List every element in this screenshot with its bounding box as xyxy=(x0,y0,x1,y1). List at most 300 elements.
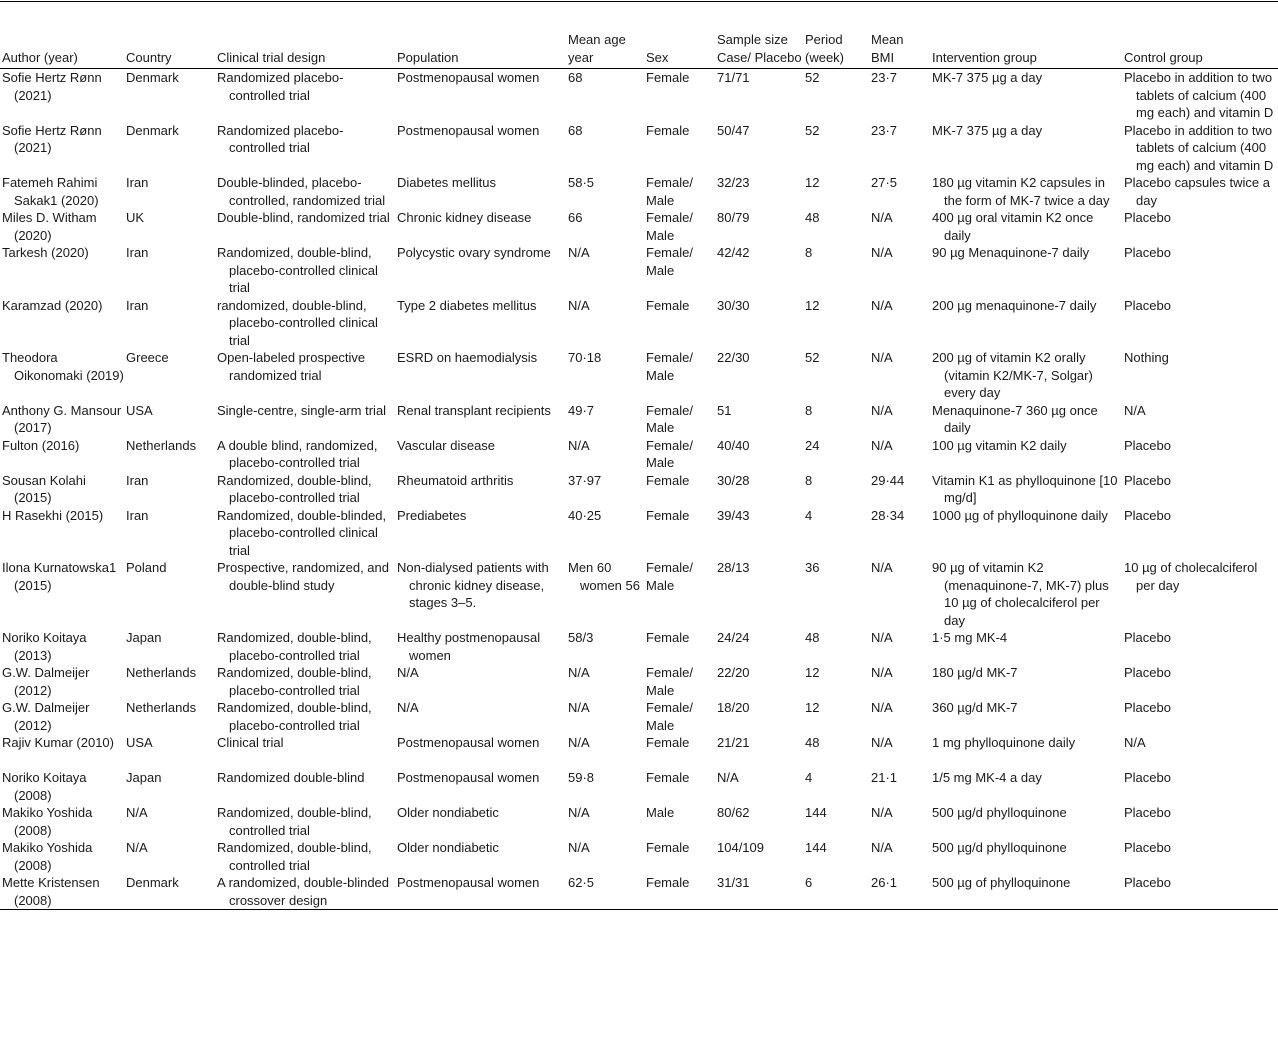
cell-design xyxy=(215,559,395,629)
cell-country xyxy=(124,69,215,122)
cell-period xyxy=(803,839,869,874)
cell-text: Female xyxy=(646,70,690,85)
cell-text: 48 xyxy=(805,735,820,750)
cell-sex xyxy=(644,769,715,804)
cell-sex xyxy=(644,559,715,629)
cell-text: 58/3 xyxy=(568,630,594,645)
cell-text: 8 xyxy=(805,402,813,418)
cell-text: Double-blinded, placebo-controlled, randomized trial xyxy=(217,175,386,208)
cell-author xyxy=(0,402,124,437)
cell-mean-bmi xyxy=(869,559,930,629)
cell-mean-bmi xyxy=(869,244,930,297)
cell-text: Tarkesh (2020) xyxy=(2,245,89,260)
cell-text: 50/47 xyxy=(717,122,750,138)
cell-text: Female xyxy=(646,122,690,138)
header-row xyxy=(0,2,1278,69)
cell-text: 90 µg Menaquinone-7 daily xyxy=(932,245,1090,260)
cell-sex xyxy=(644,699,715,734)
cell-mean-bmi xyxy=(869,209,930,244)
cell-design xyxy=(215,874,395,910)
cell-population xyxy=(395,437,566,472)
cell-text: randomized, double-blind, placebo-controlled clinical trial xyxy=(217,297,378,348)
column-header-period: Period (week) xyxy=(805,32,845,65)
cell-design xyxy=(215,69,395,122)
cell-text: 1·5 mg MK-4 xyxy=(932,630,1008,645)
cell-mean-bmi xyxy=(869,769,930,804)
cell-text: Vitamin K1 as phylloquinone [10 mg/d] xyxy=(932,472,1118,505)
cell-mean-bmi xyxy=(869,699,930,734)
cell-intervention xyxy=(930,472,1122,507)
cell-text: Female xyxy=(646,507,690,523)
cell-mean-age xyxy=(566,472,644,507)
cell-mean-bmi xyxy=(869,629,930,664)
cell-text: Type 2 diabetes mellitus xyxy=(397,297,537,313)
cell-author xyxy=(0,629,124,664)
cell-text: 24/24 xyxy=(717,630,750,645)
cell-sex xyxy=(644,244,715,297)
cell-control xyxy=(1122,209,1278,244)
column-header-control: Control group xyxy=(1124,49,1203,65)
cell-sex xyxy=(644,402,715,437)
cell-text: 200 µg of vitamin K2 orally (vitamin K2/MK-7, Solgar) every day xyxy=(932,350,1093,400)
cell-text: N/A xyxy=(126,805,148,820)
cell-text: 500 µg of phylloquinone xyxy=(932,875,1071,890)
table-row xyxy=(0,559,1278,629)
cell-period xyxy=(803,734,869,769)
cell-control xyxy=(1122,349,1278,402)
cell-text: G.W. Dalmeijer (2012) xyxy=(2,665,90,698)
table-row xyxy=(0,122,1278,175)
cell-country xyxy=(124,472,215,507)
cell-text: Female xyxy=(646,630,690,645)
cell-text: 12 xyxy=(805,297,820,313)
cell-control xyxy=(1122,402,1278,437)
table-row xyxy=(0,437,1278,472)
cell-author xyxy=(0,174,124,209)
cell-mean-age xyxy=(566,507,644,560)
cell-design xyxy=(215,804,395,839)
cell-country xyxy=(124,244,215,297)
cell-control xyxy=(1122,174,1278,209)
cell-text: N/A xyxy=(568,297,590,313)
cell-period xyxy=(803,349,869,402)
cell-text: Female/ Male xyxy=(646,665,693,698)
cell-population xyxy=(395,559,566,629)
cell-period xyxy=(803,174,869,209)
cell-country xyxy=(124,122,215,175)
cell-text: Placebo xyxy=(1124,875,1171,890)
cell-text: 52 xyxy=(805,70,820,85)
cell-text: Vascular disease xyxy=(397,437,496,453)
cell-text: N/A xyxy=(568,245,590,260)
cell-sample-size xyxy=(715,839,803,874)
table-row xyxy=(0,244,1278,297)
cell-text: Randomized placebo-controlled trial xyxy=(217,70,344,103)
cell-text: N/A xyxy=(397,665,419,680)
cell-text: Placebo xyxy=(1124,472,1171,488)
cell-text: 28/13 xyxy=(717,560,750,575)
cell-text: Noriko Koitaya (2008) xyxy=(2,770,87,803)
cell-text: Menaquinone-7 360 µg once daily xyxy=(932,402,1098,435)
cell-text: Makiko Yoshida (2008) xyxy=(2,840,93,873)
cell-text: Single-centre, single-arm trial xyxy=(217,402,387,418)
cell-population xyxy=(395,297,566,350)
cell-period xyxy=(803,437,869,472)
cell-sample-size xyxy=(715,472,803,507)
cell-text: N/A xyxy=(871,210,893,225)
cell-control xyxy=(1122,244,1278,297)
cell-text: Placebo xyxy=(1124,770,1171,785)
cell-text: Placebo xyxy=(1124,507,1171,523)
cell-text: N/A xyxy=(568,840,590,855)
cell-control xyxy=(1122,69,1278,122)
cell-text: USA xyxy=(126,402,153,418)
cell-text: 18/20 xyxy=(717,700,750,715)
cell-text: 500 µg/d phylloquinone xyxy=(932,840,1067,855)
cell-control xyxy=(1122,839,1278,874)
cell-text: Men 60 women 56 xyxy=(568,560,640,593)
cell-text: Denmark xyxy=(126,70,179,85)
cell-intervention xyxy=(930,437,1122,472)
table-row xyxy=(0,664,1278,699)
cell-text: N/A xyxy=(126,840,148,855)
cell-text: Postmenopausal women xyxy=(397,122,540,138)
cell-text: Sofie Hertz Rønn (2021) xyxy=(2,70,102,103)
cell-intervention xyxy=(930,122,1122,175)
cell-text: 4 xyxy=(805,507,813,523)
cell-text: Female/ Male xyxy=(646,175,693,208)
cell-text: 4 xyxy=(805,770,813,785)
cell-period xyxy=(803,297,869,350)
cell-text: Randomized, double-blinded, placebo-controlled clinical trial xyxy=(217,507,387,558)
cell-sample-size xyxy=(715,507,803,560)
cell-control xyxy=(1122,699,1278,734)
cell-design xyxy=(215,664,395,699)
cell-sex xyxy=(644,874,715,910)
cell-text: N/A xyxy=(1124,402,1146,418)
table-row xyxy=(0,804,1278,839)
cell-text: 12 xyxy=(805,700,820,715)
cell-text: 28·34 xyxy=(871,507,905,523)
cell-author xyxy=(0,349,124,402)
table-row xyxy=(0,209,1278,244)
cell-text: 8 xyxy=(805,472,813,488)
cell-intervention xyxy=(930,209,1122,244)
table-row xyxy=(0,472,1278,507)
cell-intervention xyxy=(930,507,1122,560)
cell-text: 42/42 xyxy=(717,245,750,260)
cell-country xyxy=(124,297,215,350)
cell-text: 22/20 xyxy=(717,665,750,680)
cell-text: Makiko Yoshida (2008) xyxy=(2,805,93,838)
cell-sample-size xyxy=(715,629,803,664)
cell-text: Female xyxy=(646,472,690,488)
column-header-mean-bmi: Mean BMI xyxy=(871,32,904,65)
cell-population xyxy=(395,664,566,699)
column-header-author: Author (year) xyxy=(2,49,78,65)
cell-text: Older nondiabetic xyxy=(397,805,499,820)
cell-sex xyxy=(644,122,715,175)
cell-text: N/A xyxy=(871,437,893,453)
cell-text: Postmenopausal women xyxy=(397,735,540,750)
cell-text: 144 xyxy=(805,840,827,855)
cell-text: 52 xyxy=(805,122,820,138)
cell-text: Double-blind, randomized trial xyxy=(217,210,390,225)
cell-population xyxy=(395,472,566,507)
cell-author xyxy=(0,874,124,910)
cell-text: 30/28 xyxy=(717,472,750,488)
cell-text: Placebo xyxy=(1124,700,1171,715)
cell-mean-bmi xyxy=(869,69,930,122)
cell-text: 37·97 xyxy=(568,472,602,488)
cell-text: N/A xyxy=(717,770,739,785)
cell-text: 40·25 xyxy=(568,507,602,523)
cell-text: Female xyxy=(646,297,690,313)
table-row xyxy=(0,349,1278,402)
cell-country xyxy=(124,209,215,244)
cell-intervention xyxy=(930,297,1122,350)
cell-population xyxy=(395,507,566,560)
cell-text: ESRD on haemodialysis xyxy=(397,350,538,365)
cell-text: H Rasekhi (2015) xyxy=(2,507,104,523)
cell-period xyxy=(803,69,869,122)
cell-author xyxy=(0,664,124,699)
cell-text: Denmark xyxy=(126,122,179,138)
cell-text: 1 mg phylloquinone daily xyxy=(932,735,1076,750)
cell-text: 29·44 xyxy=(871,472,905,488)
cell-text: Placebo xyxy=(1124,210,1171,225)
cell-population xyxy=(395,699,566,734)
cell-control xyxy=(1122,804,1278,839)
cell-country xyxy=(124,402,215,437)
cell-mean-age xyxy=(566,629,644,664)
cell-text: Theodora Oikonomaki (2019) xyxy=(2,350,124,383)
cell-intervention xyxy=(930,629,1122,664)
cell-text: USA xyxy=(126,735,153,750)
studies-table xyxy=(0,1,1278,910)
table-row xyxy=(0,297,1278,350)
cell-text: Placebo xyxy=(1124,665,1171,680)
cell-text: 40/40 xyxy=(717,437,750,453)
cell-text: Placebo xyxy=(1124,840,1171,855)
cell-country xyxy=(124,664,215,699)
cell-text: Rajiv Kumar (2010) xyxy=(2,735,114,750)
cell-mean-age xyxy=(566,437,644,472)
cell-text: Female/ Male xyxy=(646,560,693,593)
cell-design xyxy=(215,244,395,297)
cell-country xyxy=(124,349,215,402)
cell-population xyxy=(395,629,566,664)
cell-control xyxy=(1122,734,1278,769)
cell-text: 180 µg/d MK-7 xyxy=(932,665,1018,680)
cell-text: Placebo in addition to two tablets of calcium (400 mg each) and vitamin D xyxy=(1124,70,1274,120)
cell-design xyxy=(215,209,395,244)
cell-mean-age xyxy=(566,297,644,350)
cell-country xyxy=(124,437,215,472)
cell-text: N/A xyxy=(397,700,419,715)
cell-mean-age xyxy=(566,769,644,804)
cell-text: Placebo xyxy=(1124,297,1171,313)
cell-text: 1000 µg of phylloquinone daily xyxy=(932,507,1108,523)
cell-text: Randomized, double-blind, controlled trial xyxy=(217,805,372,838)
cell-text: Denmark xyxy=(126,875,179,890)
cell-mean-age xyxy=(566,839,644,874)
cell-sample-size xyxy=(715,402,803,437)
cell-population xyxy=(395,402,566,437)
cell-sample-size xyxy=(715,874,803,910)
cell-period xyxy=(803,559,869,629)
cell-intervention xyxy=(930,559,1122,629)
cell-text: 144 xyxy=(805,805,827,820)
cell-country xyxy=(124,839,215,874)
cell-text: Male xyxy=(646,805,675,820)
table-header xyxy=(0,2,1278,69)
cell-period xyxy=(803,699,869,734)
cell-text: Poland xyxy=(126,560,167,575)
cell-text: Netherlands xyxy=(126,665,197,680)
table-row xyxy=(0,402,1278,437)
table-row xyxy=(0,874,1278,910)
cell-text: N/A xyxy=(871,402,893,418)
cell-mean-bmi xyxy=(869,349,930,402)
cell-sample-size xyxy=(715,437,803,472)
cell-text: Randomized, double-blind, placebo-controlled trial xyxy=(217,665,372,698)
table-row xyxy=(0,769,1278,804)
cell-population xyxy=(395,839,566,874)
cell-mean-age xyxy=(566,699,644,734)
table-row xyxy=(0,507,1278,560)
cell-text: Rheumatoid arthritis xyxy=(397,472,514,488)
cell-text: N/A xyxy=(871,805,893,820)
cell-text: Anthony G. Mansour (2017) xyxy=(2,402,122,435)
cell-text: 22/30 xyxy=(717,350,750,365)
cell-text: Renal transplant recipients xyxy=(397,402,551,418)
cell-text: Fulton (2016) xyxy=(2,437,80,453)
cell-text: 66 xyxy=(568,210,583,225)
cell-sex xyxy=(644,297,715,350)
cell-text: Randomized double-blind xyxy=(217,770,365,785)
cell-control xyxy=(1122,629,1278,664)
cell-sex xyxy=(644,437,715,472)
cell-text: Greece xyxy=(126,350,169,365)
cell-text: Female/ Male xyxy=(646,437,693,470)
cell-author xyxy=(0,734,124,769)
cell-text: Fatemeh Rahimi Sakak1 (2020) xyxy=(2,175,99,208)
cell-intervention xyxy=(930,174,1122,209)
cell-text: N/A xyxy=(1124,735,1146,750)
cell-period xyxy=(803,472,869,507)
cell-sex xyxy=(644,664,715,699)
cell-text: MK-7 375 µg a day xyxy=(932,122,1043,138)
column-header-intervention: Intervention group xyxy=(932,49,1037,65)
table-row xyxy=(0,839,1278,874)
cell-sample-size xyxy=(715,559,803,629)
cell-mean-age xyxy=(566,349,644,402)
cell-country xyxy=(124,559,215,629)
cell-text: Female xyxy=(646,875,690,890)
cell-text: Japan xyxy=(126,770,162,785)
cell-mean-bmi xyxy=(869,664,930,699)
cell-text: Placebo xyxy=(1124,630,1171,645)
cell-text: 400 µg oral vitamin K2 once daily xyxy=(932,210,1094,243)
table-row xyxy=(0,69,1278,122)
cell-period xyxy=(803,804,869,839)
cell-text: Karamzad (2020) xyxy=(2,297,103,313)
cell-author xyxy=(0,244,124,297)
cell-sample-size xyxy=(715,122,803,175)
cell-mean-bmi xyxy=(869,122,930,175)
cell-control xyxy=(1122,472,1278,507)
cell-sample-size xyxy=(715,297,803,350)
cell-author xyxy=(0,122,124,175)
cell-design xyxy=(215,472,395,507)
cell-mean-age xyxy=(566,209,644,244)
cell-intervention xyxy=(930,769,1122,804)
cell-design xyxy=(215,769,395,804)
cell-text: Japan xyxy=(126,630,162,645)
cell-intervention xyxy=(930,839,1122,874)
cell-sex xyxy=(644,839,715,874)
cell-mean-age xyxy=(566,402,644,437)
cell-intervention xyxy=(930,402,1122,437)
cell-control xyxy=(1122,769,1278,804)
cell-intervention xyxy=(930,874,1122,910)
cell-sample-size xyxy=(715,209,803,244)
cell-text: N/A xyxy=(871,840,893,855)
cell-text: Netherlands xyxy=(126,437,197,453)
cell-text: 70·18 xyxy=(568,350,602,365)
cell-text: Placebo xyxy=(1124,437,1171,453)
cell-author xyxy=(0,69,124,122)
cell-text: 80/62 xyxy=(717,805,750,820)
cell-sample-size xyxy=(715,244,803,297)
cell-text: 48 xyxy=(805,210,820,225)
cell-sex xyxy=(644,69,715,122)
cell-country xyxy=(124,874,215,910)
cell-mean-bmi xyxy=(869,804,930,839)
cell-country xyxy=(124,734,215,769)
cell-mean-bmi xyxy=(869,402,930,437)
cell-text: 68 xyxy=(568,122,583,138)
cell-text: 26·1 xyxy=(871,875,898,890)
cell-sample-size xyxy=(715,699,803,734)
cell-sample-size xyxy=(715,664,803,699)
cell-design xyxy=(215,437,395,472)
cell-text: Chronic kidney disease xyxy=(397,210,532,225)
cell-sample-size xyxy=(715,734,803,769)
cell-country xyxy=(124,804,215,839)
cell-text: N/A xyxy=(871,245,893,260)
cell-author xyxy=(0,297,124,350)
cell-sex xyxy=(644,804,715,839)
cell-text: Sousan Kolahi (2015) xyxy=(2,472,86,505)
cell-mean-age xyxy=(566,244,644,297)
cell-country xyxy=(124,769,215,804)
cell-text: A randomized, double-blinded crossover design xyxy=(217,875,390,908)
column-header-mean-age: Mean age year xyxy=(568,32,626,65)
cell-design xyxy=(215,402,395,437)
cell-country xyxy=(124,629,215,664)
cell-text: Miles D. Witham (2020) xyxy=(2,210,97,243)
cell-sex xyxy=(644,174,715,209)
cell-population xyxy=(395,244,566,297)
cell-control xyxy=(1122,664,1278,699)
cell-population xyxy=(395,122,566,175)
cell-text: Iran xyxy=(126,245,149,260)
cell-text: Polycystic ovary syndrome xyxy=(397,245,551,260)
cell-text: N/A xyxy=(871,735,893,750)
cell-text: Randomized, double-blind, controlled trial xyxy=(217,840,372,873)
